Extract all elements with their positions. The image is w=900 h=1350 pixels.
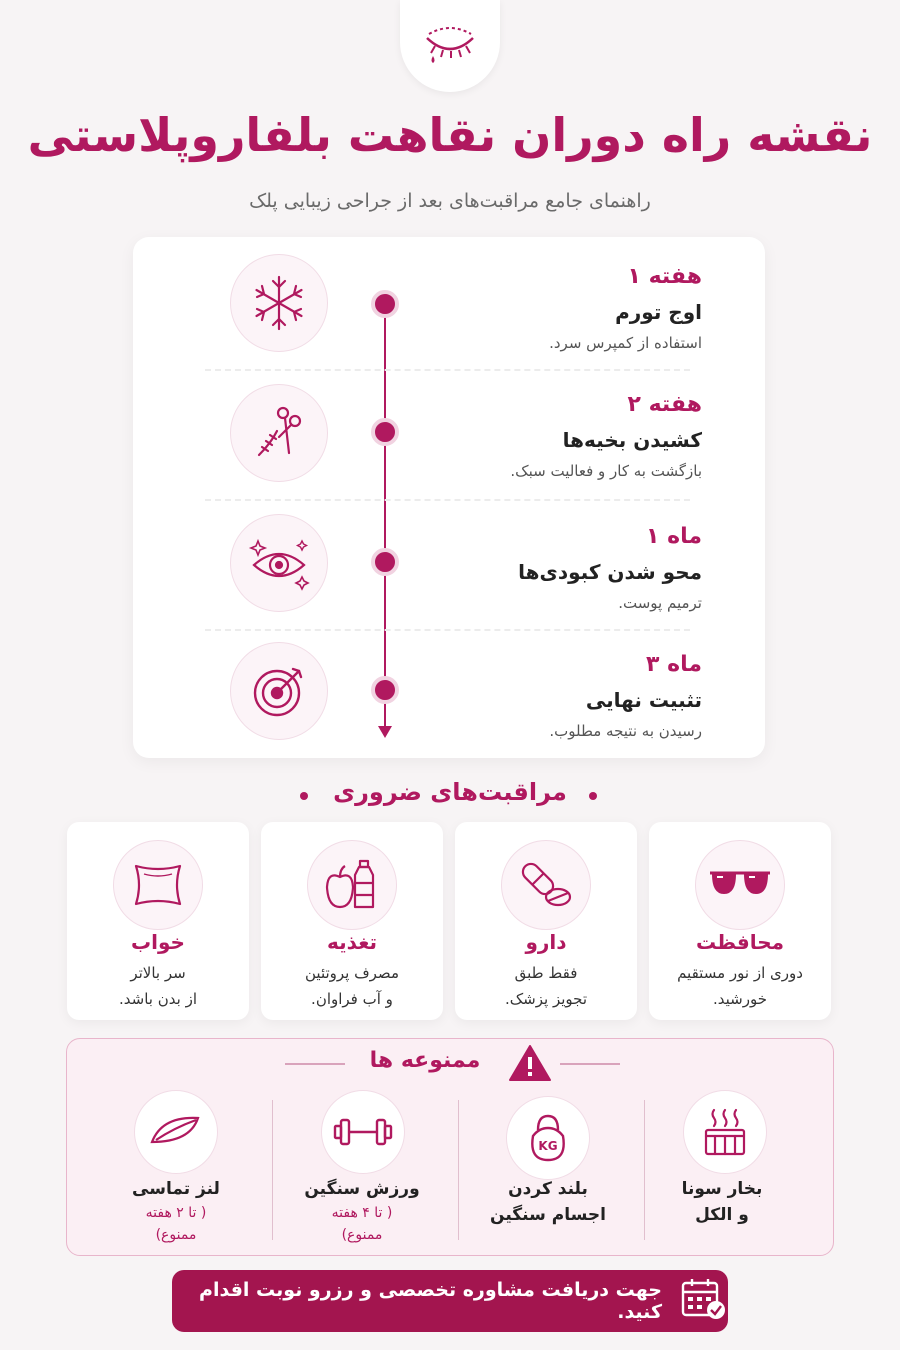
pills-icon <box>501 840 591 930</box>
timeline-dot <box>371 676 399 704</box>
sunglasses-icon <box>695 840 785 930</box>
step-week: هفته ۲ <box>627 392 702 417</box>
essential-desc <box>67 960 249 1012</box>
sparkling-eye-icon <box>230 514 328 612</box>
kettlebell-label: KG <box>538 1139 558 1153</box>
apple-bottle-icon <box>307 840 397 930</box>
essential-desc-line: خورشید. <box>712 990 767 1008</box>
step-desc: رسیدن به نتیجه مطلوب. <box>549 722 702 740</box>
essential-title: دارو <box>525 930 567 954</box>
calendar-check-icon <box>680 1276 728 1326</box>
essential-desc-line: فقط طبق <box>514 964 578 982</box>
contact-lens-icon <box>134 1090 218 1174</box>
timeline-step <box>402 262 702 356</box>
page-title: نقشه راه دوران نقاهت بلفاروپلاستی <box>27 108 873 162</box>
essentials-title: مراقبت‌های ضروری <box>333 778 567 806</box>
forbidden-note: ممنوع) <box>155 1227 197 1243</box>
closed-eye-icon <box>421 26 479 66</box>
forbidden-name: و الکل <box>695 1205 749 1225</box>
step-heading: محو شدن کبودی‌ها <box>518 560 702 584</box>
essential-card-sleep <box>67 822 249 1020</box>
essential-desc-line: مصرف پروتئین <box>305 964 399 982</box>
timeline-step <box>402 390 702 484</box>
timeline-arrow-icon <box>378 726 392 738</box>
logo-badge <box>400 0 500 92</box>
essential-card-protection <box>649 822 831 1020</box>
essential-desc-line: تجویز پزشک. <box>504 990 588 1008</box>
snowflake-icon <box>230 254 328 352</box>
timeline-divider <box>205 629 690 631</box>
forbidden-note: ممنوع) <box>341 1227 383 1243</box>
timeline-step <box>402 522 702 616</box>
forbidden-note: ( تا ۴ هفته <box>331 1205 393 1221</box>
essential-desc-line: دوری از نور مستقیم <box>677 964 803 982</box>
timeline-dot <box>371 418 399 446</box>
essential-desc-line: سر بالاتر <box>130 964 186 982</box>
timeline-step <box>402 650 702 744</box>
essential-title: خواب <box>131 930 185 954</box>
step-desc: بازگشت به کار و فعالیت سبک. <box>510 462 702 480</box>
scissors-stitches-icon <box>230 384 328 482</box>
essential-desc <box>261 960 443 1012</box>
sauna-icon <box>683 1090 767 1174</box>
consultation-cta-button[interactable] <box>172 1270 728 1332</box>
step-heading: تثبیت نهایی <box>585 688 702 712</box>
essential-desc <box>649 960 831 1012</box>
forbidden-item <box>458 1176 638 1228</box>
forbidden-name: ورزش سنگین <box>304 1179 420 1199</box>
forbidden-note: ( تا ۲ هفته <box>145 1205 207 1221</box>
step-desc: استفاده از کمپرس سرد. <box>549 334 702 352</box>
essential-desc-line: و آب فراوان. <box>311 990 393 1008</box>
cta-text: جهت دریافت مشاوره تخصصی و رزرو نوبت اقدام کنید. <box>199 1279 662 1323</box>
kettlebell-icon <box>506 1096 590 1180</box>
forbidden-title: ممنوعه ها <box>369 1048 481 1073</box>
timeline-dot <box>371 290 399 318</box>
warning-icon <box>508 1043 552 1087</box>
forbidden-name: اجسام سنگین <box>490 1205 606 1225</box>
step-heading: اوج تورم <box>615 300 702 324</box>
page-subtitle: راهنمای جامع مراقبت‌های بعد از جراحی زیبایی پلک <box>249 190 651 212</box>
step-week: ماه ۳ <box>646 652 702 677</box>
forbidden-name: لنز تماسی <box>132 1179 220 1199</box>
timeline-divider <box>205 499 690 501</box>
forbidden-name: بلند کردن <box>508 1179 588 1199</box>
essential-card-medicine <box>455 822 637 1020</box>
forbidden-name: بخار سونا <box>681 1179 763 1199</box>
essential-title: محافظت <box>695 930 785 954</box>
step-week: ماه ۱ <box>646 524 702 549</box>
title-divider <box>285 1063 345 1065</box>
essential-desc <box>455 960 637 1012</box>
forbidden-item <box>86 1176 266 1246</box>
forbidden-item <box>632 1176 812 1228</box>
timeline-dot <box>371 548 399 576</box>
essential-desc-line: از بدن باشد. <box>119 990 197 1008</box>
essential-title: تغذیه <box>327 930 377 954</box>
pillow-icon <box>113 840 203 930</box>
step-desc: ترمیم پوست. <box>618 594 702 612</box>
forbidden-item <box>272 1176 452 1246</box>
timeline-line <box>384 300 386 730</box>
target-icon <box>230 642 328 740</box>
dumbbell-icon <box>321 1090 405 1174</box>
title-divider <box>560 1063 620 1065</box>
step-heading: کشیدن بخیه‌ها <box>562 428 702 452</box>
essential-card-nutrition <box>261 822 443 1020</box>
timeline-divider <box>205 369 690 371</box>
step-week: هفته ۱ <box>627 264 702 289</box>
